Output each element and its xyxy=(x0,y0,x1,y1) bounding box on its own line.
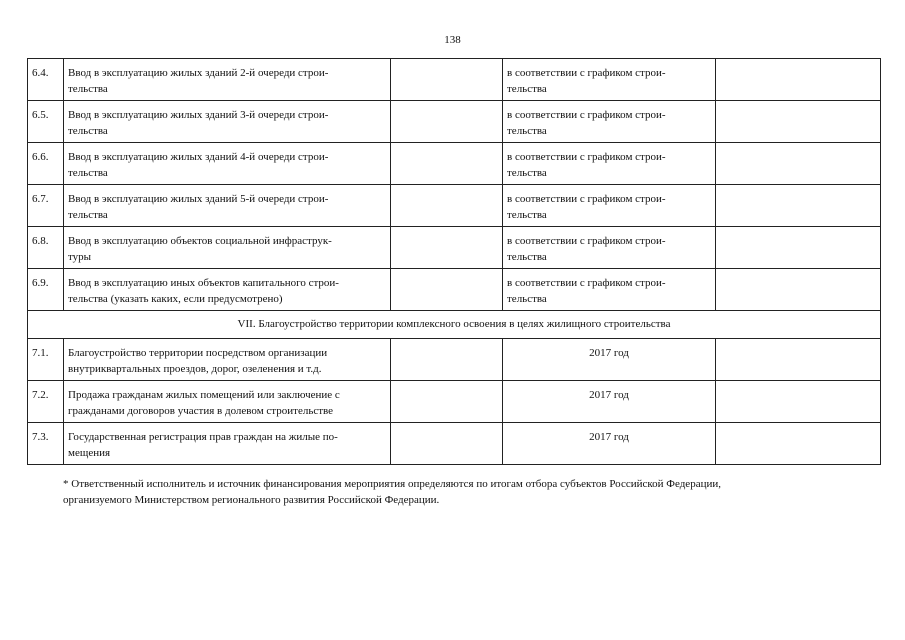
activity-cell xyxy=(64,101,391,143)
table-row xyxy=(28,227,881,269)
deadline-cell xyxy=(503,185,716,227)
activity-cell xyxy=(64,423,391,465)
executor-cell xyxy=(391,143,503,185)
deadline-line: в соответствии с графиком строи- xyxy=(507,67,666,79)
note-cell xyxy=(716,59,881,101)
note-cell xyxy=(716,423,881,465)
page-number: 138 xyxy=(444,34,461,46)
deadline-cell xyxy=(503,227,716,269)
table-row xyxy=(28,185,881,227)
row-number: 6.6. xyxy=(28,143,64,185)
table-row xyxy=(28,143,881,185)
row-number: 6.4. xyxy=(28,59,64,101)
activity-cell xyxy=(64,339,391,381)
deadline-cell: 2017 год xyxy=(503,339,716,381)
activity-line: мещения xyxy=(68,447,111,459)
deadline-cell xyxy=(503,143,716,185)
activity-line: Ввод в эксплуатацию жилых зданий 4-й очереди строи- xyxy=(68,151,329,163)
activity-line: Ввод в эксплуатацию жилых зданий 2-й очереди строи- xyxy=(68,67,329,79)
activity-line: Государственная регистрация прав граждан на жилые по- xyxy=(68,431,338,443)
row-number: 6.8. xyxy=(28,227,64,269)
note-cell xyxy=(716,339,881,381)
row-number: 6.9. xyxy=(28,269,64,311)
executor-cell xyxy=(391,185,503,227)
row-number: 7.2. xyxy=(28,381,64,423)
deadline-line: тельства xyxy=(507,125,547,137)
table-row xyxy=(28,423,881,465)
footnote-line: организуемого Министерством регионального развития Российской Федерации. xyxy=(63,494,440,506)
executor-cell xyxy=(391,339,503,381)
footnote-line: * Ответственный исполнитель и источник финансирования мероприятия определяются по итогам отбора субъектов Российской Федерации, xyxy=(63,478,721,490)
deadline-line: тельства xyxy=(507,251,547,263)
activity-line: Продажа гражданам жилых помещений или заключение с xyxy=(68,389,340,401)
deadline-cell: 2017 год xyxy=(503,423,716,465)
deadline-line: тельства xyxy=(507,293,547,305)
deadline-line: тельства xyxy=(507,83,547,95)
table-row xyxy=(28,269,881,311)
note-cell xyxy=(716,227,881,269)
footnote xyxy=(63,476,863,508)
activity-cell xyxy=(64,269,391,311)
section-title: VII. Благоустройство территории комплексного освоения в целях жилищного строительства xyxy=(28,311,881,339)
deadline-line: тельства xyxy=(507,167,547,179)
note-cell xyxy=(716,185,881,227)
section-header-row xyxy=(28,311,881,339)
deadline-cell xyxy=(503,59,716,101)
deadline-line: тельства xyxy=(507,209,547,221)
deadline-cell: 2017 год xyxy=(503,381,716,423)
activity-line: тельства xyxy=(68,125,108,137)
activity-line: тельства xyxy=(68,167,108,179)
activity-line: Ввод в эксплуатацию объектов социальной инфраструк- xyxy=(68,235,332,247)
activity-cell xyxy=(64,227,391,269)
row-number: 6.5. xyxy=(28,101,64,143)
deadline-line: в соответствии с графиком строи- xyxy=(507,277,666,289)
activity-line: внутриквартальных проездов, дорог, озеленения и т.д. xyxy=(68,363,322,375)
activity-cell xyxy=(64,59,391,101)
table-row xyxy=(28,59,881,101)
executor-cell xyxy=(391,101,503,143)
activity-line: гражданами договоров участия в долевом строительстве xyxy=(68,405,334,417)
row-number: 7.1. xyxy=(28,339,64,381)
activity-line: тельства xyxy=(68,209,108,221)
deadline-line: в соответствии с графиком строи- xyxy=(507,151,666,163)
deadline-line: в соответствии с графиком строи- xyxy=(507,193,666,205)
executor-cell xyxy=(391,227,503,269)
activity-line: Ввод в эксплуатацию жилых зданий 5-й очереди строи- xyxy=(68,193,329,205)
deadline-cell xyxy=(503,101,716,143)
activity-line: тельства (указать каких, если предусмотрено) xyxy=(68,293,283,305)
table-row xyxy=(28,381,881,423)
table-row xyxy=(28,339,881,381)
activity-line: Благоустройство территории посредством организации xyxy=(68,347,328,359)
executor-cell xyxy=(391,59,503,101)
note-cell xyxy=(716,381,881,423)
deadline-line: в соответствии с графиком строи- xyxy=(507,109,666,121)
note-cell xyxy=(716,101,881,143)
activity-line: Ввод в эксплуатацию иных объектов капитального строи- xyxy=(68,277,339,289)
deadline-cell xyxy=(503,269,716,311)
table-row xyxy=(28,101,881,143)
activities-table xyxy=(27,58,881,465)
activity-line: туры xyxy=(68,251,92,263)
note-cell xyxy=(716,269,881,311)
activity-line: тельства xyxy=(68,83,108,95)
deadline-line: в соответствии с графиком строи- xyxy=(507,235,666,247)
activity-cell xyxy=(64,185,391,227)
executor-cell xyxy=(391,269,503,311)
executor-cell xyxy=(391,381,503,423)
row-number: 7.3. xyxy=(28,423,64,465)
row-number: 6.7. xyxy=(28,185,64,227)
note-cell xyxy=(716,143,881,185)
executor-cell xyxy=(391,423,503,465)
activity-line: Ввод в эксплуатацию жилых зданий 3-й очереди строи- xyxy=(68,109,329,121)
activity-cell xyxy=(64,143,391,185)
activity-cell xyxy=(64,381,391,423)
